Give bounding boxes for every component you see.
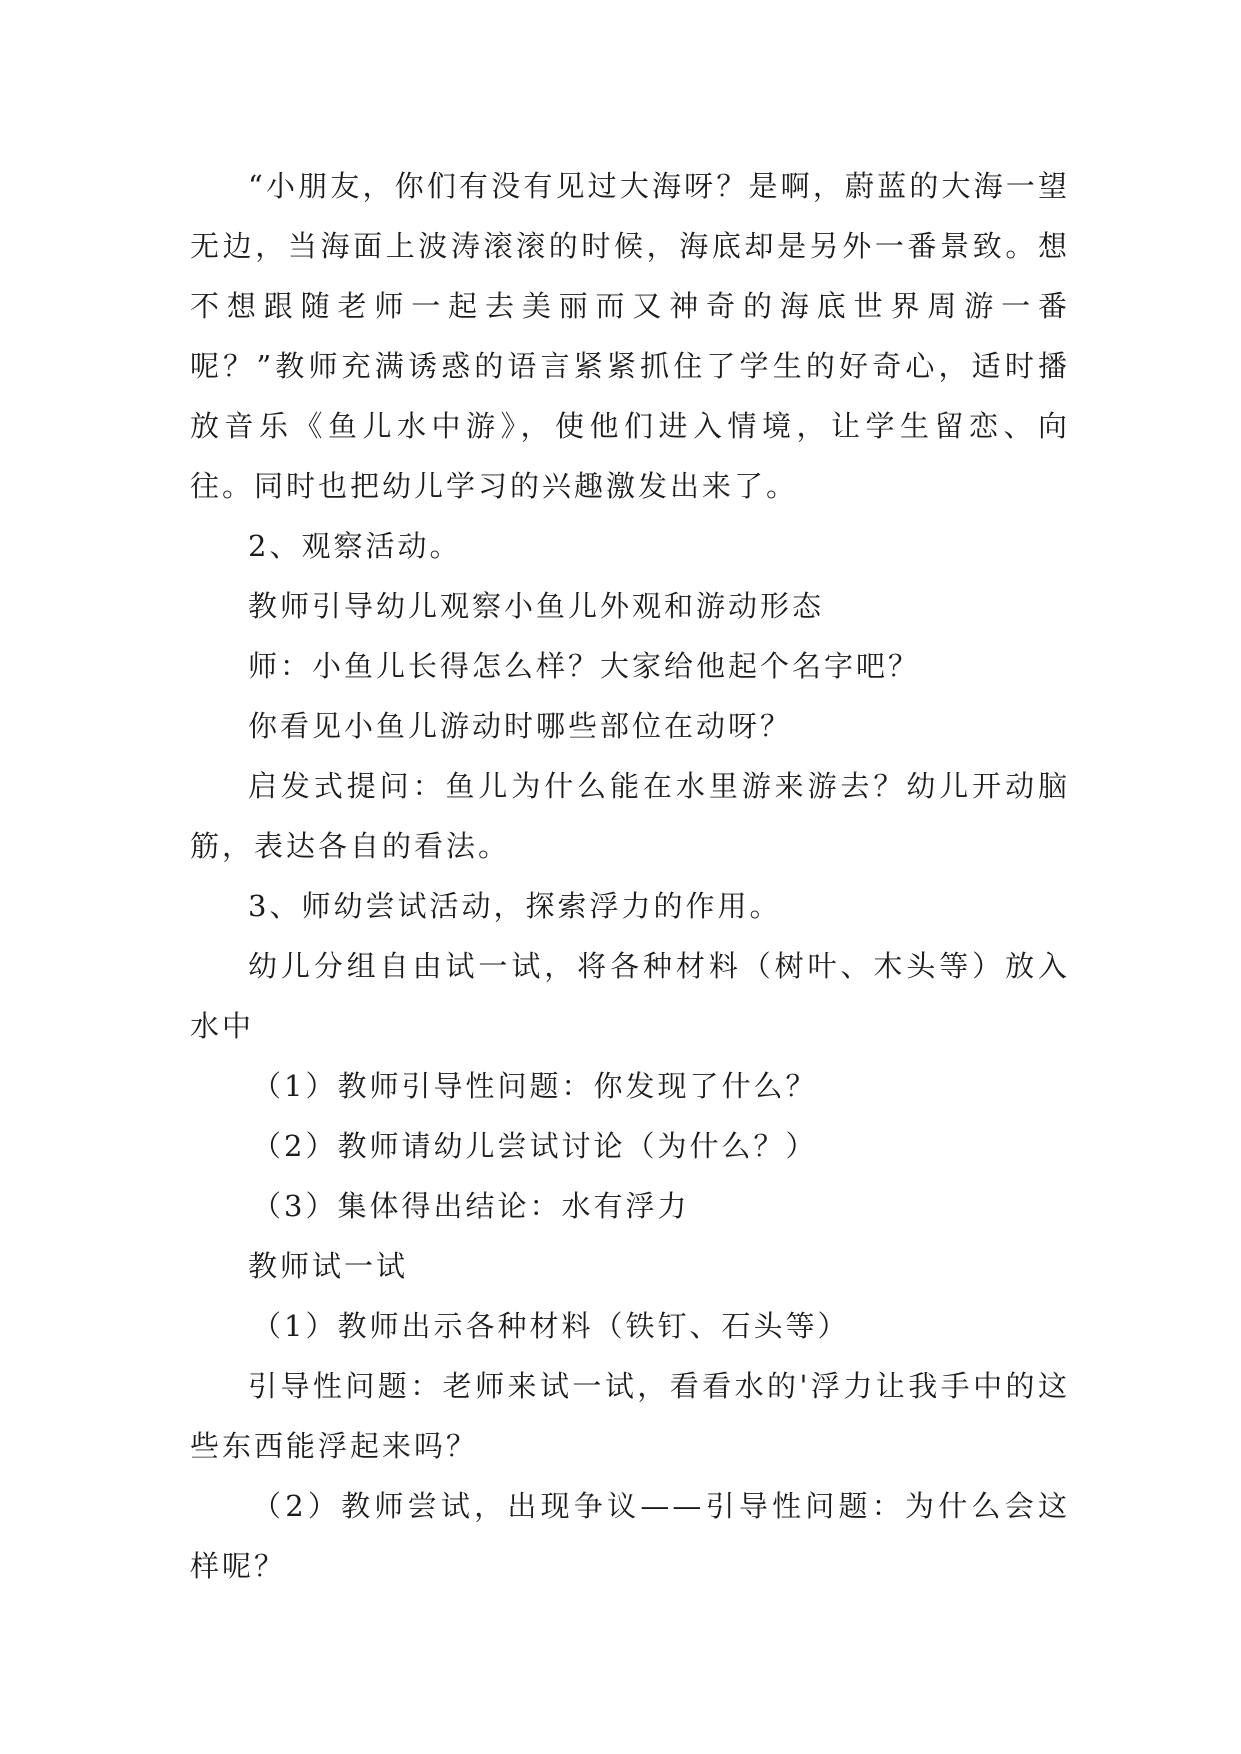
- paragraph: 启发式提问：鱼儿为什么能在水里游来游去？幼儿开动脑筋，表达各自的看法。: [190, 769, 1070, 863]
- paragraph-section-3-heading: 3、师幼尝试活动，探索浮力的作用。: [248, 889, 782, 923]
- paragraph: 教师引导幼儿观察小鱼儿外观和游动形态: [248, 589, 825, 623]
- paragraph: 幼儿分组自由试一试，将各种材料（树叶、木头等）放入水中: [190, 949, 1070, 1043]
- list-item: （2）教师尝试，出现争议——引导性问题：为什么会这样呢？: [190, 1489, 1070, 1583]
- paragraph: 你看见小鱼儿游动时哪些部位在动呀？: [248, 709, 793, 743]
- paragraph: 师：小鱼儿长得怎么样？大家给他起个名字吧？: [248, 649, 921, 683]
- list-item: （3）集体得出结论：水有浮力: [252, 1189, 690, 1223]
- paragraph-section-2-heading: 2、观察活动。: [248, 529, 462, 563]
- document-body: [190, 156, 1070, 1596]
- paragraph: 引导性问题：老师来试一试，看看水的'浮力让我手中的这些东西能浮起来吗？: [190, 1369, 1070, 1463]
- paragraph-intro: “小朋友，你们有没有见过大海呀？是啊，蔚蓝的大海一望无边，当海面上波涛滚滚的时候，海底却是另外一番景致。想不想跟随老师一起去美丽而又神奇的海底世界周游一番呢？”教师充满诱惑的语言紧紧抓住了学生的好奇心，适时播放音乐《鱼儿水中游》，使他们进入情境，让学生留恋、向往。同时也把幼儿学习的兴趣激发出来了。: [190, 169, 1070, 503]
- list-item: （1）教师出示各种材料（铁钉、石头等）: [252, 1309, 850, 1343]
- list-item: （2）教师请幼儿尝试讨论（为什么？）: [252, 1129, 818, 1163]
- list-item: （1）教师引导性问题：你发现了什么？: [252, 1069, 818, 1103]
- paragraph: 教师试一试: [248, 1249, 409, 1283]
